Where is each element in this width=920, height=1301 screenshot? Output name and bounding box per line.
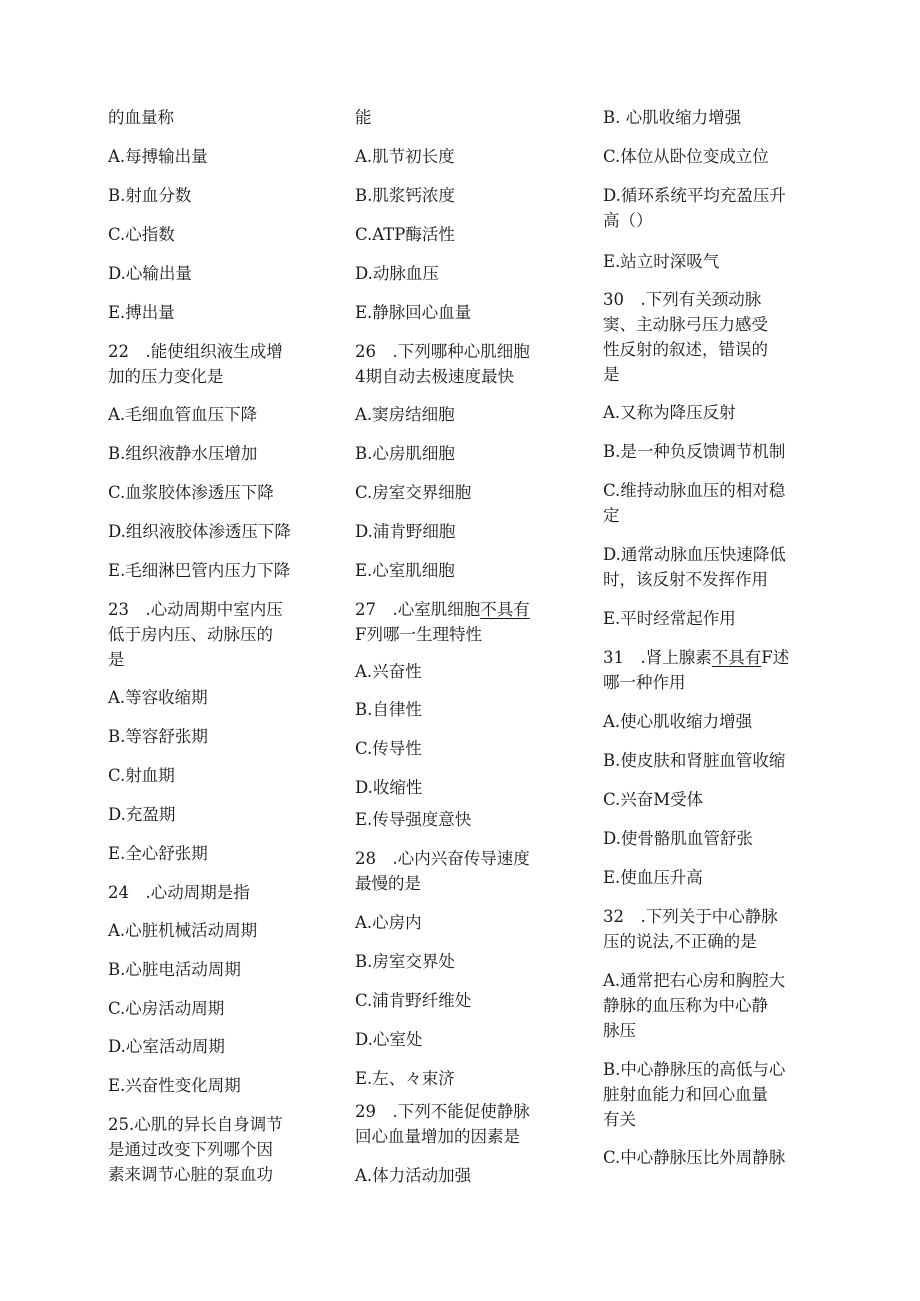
option-line: C.体位从卧位变成立位: [603, 147, 769, 166]
option-line-cont: 静脉的血压称为中心静: [603, 996, 768, 1015]
option-line: D.通常动脉血压快速降低: [603, 545, 786, 564]
option-line: E.左、々束济: [355, 1069, 455, 1088]
option-line: E.静脉回心血量: [355, 303, 472, 322]
option-line: B.房室交界处: [355, 952, 455, 971]
option-line: D.循环系统平均充盈压升: [603, 186, 786, 205]
option-line: B.自律性: [355, 700, 422, 719]
option-line: D.浦肯野细胞: [355, 522, 456, 541]
underlined-keyword: 不具有: [480, 600, 530, 619]
question-22: 22 .能使组织液生成增: [108, 342, 283, 361]
option-line: A.兴奋性: [355, 662, 422, 681]
option-line: D.使骨骼肌血管舒张: [603, 829, 753, 848]
option-line: A.使心肌收缩力增强: [603, 712, 753, 731]
question-31-cont: 哪一种作用: [603, 673, 686, 692]
question-22-cont: 加的压力变化是: [108, 367, 224, 386]
question-25-cont: 素来调节心脏的泵血功: [108, 1165, 273, 1184]
option-line: B.肌浆钙浓度: [355, 186, 455, 205]
option-line: D.组织液胶体渗透压下降: [108, 522, 291, 541]
option-line: E.心室肌细胞: [355, 561, 455, 580]
option-line-cont: 定: [603, 506, 620, 525]
option-line-cont: 有关: [603, 1110, 636, 1129]
question-29-cont: 回心血量增加的因素是: [355, 1127, 520, 1146]
question-27: 27 .心室肌细胞不具有: [355, 600, 530, 619]
question-28-cont: 最慢的是: [355, 874, 421, 893]
option-line: E.使血压升高: [603, 868, 703, 887]
option-line: B.使皮肤和肾脏血管收缩: [603, 751, 786, 770]
question-32: 32 .下列关于中心静脉: [603, 907, 778, 926]
question-23-cont: 低于房内压、动脉压的: [108, 625, 273, 644]
option-line: C.传导性: [355, 739, 422, 758]
question-32-cont: 压的说法,不正确的是: [603, 932, 757, 951]
question-24: 24 .心动周期是指: [108, 883, 250, 902]
option-line: E.兴奋性变化周期: [108, 1076, 241, 1095]
option-line: D.心室活动周期: [108, 1037, 225, 1056]
question-25-cont: 是通过改变下列哪个因: [108, 1140, 273, 1159]
option-line: A.又称为降压反射: [603, 403, 736, 422]
option-line: C.浦肯野纤维处: [355, 991, 472, 1010]
option-line: A.通常把右心房和胸腔大: [603, 971, 786, 990]
text-line: 能: [355, 108, 372, 127]
question-30-cont: 窦、主动脉弓压力感受: [603, 315, 768, 334]
option-line: B.心脏电活动周期: [108, 960, 241, 979]
option-line: D.心输出量: [108, 264, 192, 283]
option-line: B.心房肌细胞: [355, 444, 455, 463]
question-26-cont: 4期自动去极速度最快: [355, 367, 514, 386]
option-line: B.等容舒张期: [108, 727, 208, 746]
option-line: B.组织液静水压增加: [108, 444, 258, 463]
option-line-cont: 高（）: [603, 211, 653, 230]
option-line-cont: 脏射血能力和回心血量: [603, 1085, 768, 1104]
option-line: C.中心静脉压比外周静脉: [603, 1148, 786, 1167]
option-line: C.血浆胶体渗透压下降: [108, 483, 274, 502]
question-31: 31 .肾上腺素不具有F述: [603, 648, 790, 667]
question-30: 30 .下列有关颈动脉: [603, 290, 762, 309]
option-line: A.心房内: [355, 913, 422, 932]
option-line: E.搏出量: [108, 303, 175, 322]
question-26: 26 .下列哪种心肌细胞: [355, 342, 530, 361]
question-25: 25.心肌的异长自身调节: [108, 1115, 283, 1134]
question-29: 29 .下列不能促使静脉: [355, 1102, 530, 1121]
option-line: D.收缩性: [355, 778, 423, 797]
option-line: E.全心舒张期: [108, 844, 208, 863]
question-23-cont: 是: [108, 650, 125, 669]
option-line: A.心脏机械活动周期: [108, 921, 258, 940]
option-line: D.心室处: [355, 1030, 423, 1049]
option-line: A.肌节初长度: [355, 147, 455, 166]
question-30-cont: 是: [603, 365, 620, 384]
question-30-cont: 性反射的叙述，错误的: [603, 340, 768, 359]
option-line: B.中心静脉压的高低与心: [603, 1060, 786, 1079]
option-line: E.站立时深吸气: [603, 252, 720, 271]
question-28: 28 .心内兴奋传导速度: [355, 849, 530, 868]
option-line: B. 心肌收缩力增强: [603, 108, 742, 127]
option-line: D.充盈期: [108, 805, 176, 824]
option-line: C.射血期: [108, 766, 175, 785]
option-line-cont: 脉压: [603, 1021, 636, 1040]
option-line: A.等容收缩期: [108, 688, 208, 707]
option-line: B.是一种负反馈调节机制: [603, 442, 786, 461]
option-line: B.射血分数: [108, 186, 192, 205]
option-line: C.房室交界细胞: [355, 483, 472, 502]
option-line: A.每搏输出量: [108, 147, 208, 166]
question-23: 23 .心动周期中室内压: [108, 600, 283, 619]
question-27-cont: F列哪一生理特性: [355, 625, 482, 644]
underlined-keyword: 不具有: [711, 648, 762, 667]
option-line: D.动脉血压: [355, 264, 439, 283]
option-line: C.维持动脉血压的相对稳: [603, 481, 786, 500]
option-line: C.兴奋M受体: [603, 790, 704, 809]
option-line: A.体力活动加强: [355, 1166, 472, 1185]
option-line: A.毛细血管血压下降: [108, 405, 258, 424]
option-line: C.心指数: [108, 225, 175, 244]
option-line: A.窦房结细胞: [355, 405, 455, 424]
option-line: C.ATP酶活性: [355, 225, 455, 244]
option-line-cont: 时，该反射不发挥作用: [603, 570, 768, 589]
option-line: E.毛细淋巴管内压力下降: [108, 561, 291, 580]
option-line: C.心房活动周期: [108, 999, 225, 1018]
text-line: 的血量称: [108, 108, 174, 127]
option-line: E.传导强度意快: [355, 810, 472, 829]
option-line: E.平时经常起作用: [603, 609, 736, 628]
